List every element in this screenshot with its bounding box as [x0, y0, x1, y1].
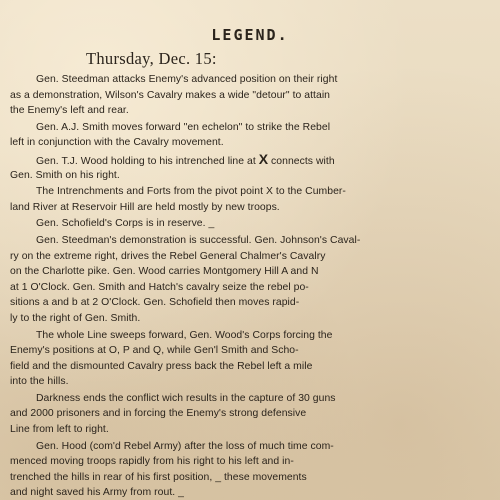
legend-line: [10, 454, 488, 470]
legend-date: Thursday, Dec. 15:: [86, 49, 217, 68]
legend-line: [10, 264, 488, 280]
legend-line: [10, 249, 488, 265]
legend-line: [10, 391, 488, 407]
legend-body: [10, 72, 488, 500]
legend-line: [10, 295, 488, 311]
legend-line: [10, 485, 488, 500]
pivot-point-marker: X: [258, 150, 269, 167]
legend-line-text: land River at Reservoir Hill are held mostly by new troops.: [10, 201, 280, 213]
legend-line-text: trenched the hills in rear of his first position, _ these movements: [10, 471, 307, 483]
legend-line: [10, 200, 488, 216]
legend-line: [10, 72, 488, 88]
legend-line: [10, 374, 488, 390]
legend-line-text: as a demonstration, Wilson's Cavalry makes a wide "detour" to attain: [10, 89, 331, 101]
legend-line-text: menced moving troops rapidly from his right to his left and in-: [10, 456, 294, 468]
legend-line: [10, 470, 488, 486]
legend-line: [10, 120, 488, 136]
legend-line-text: sitions a and b at 2 O'Clock. Gen. Schofield then moves rapid-: [10, 297, 300, 309]
legend-line: [10, 359, 488, 375]
legend-line: [10, 280, 488, 296]
legend-line-text: Enemy's positions at O, P and Q, while Gen'l Smith and Scho-: [10, 345, 299, 357]
legend-line: [10, 233, 488, 249]
legend-line-text: the Enemy's left and rear.: [10, 105, 129, 117]
legend-line: [10, 216, 488, 232]
legend-line-text: Gen. Smith on his right.: [10, 169, 120, 181]
legend-line: [10, 311, 488, 327]
legend-line-continuation: connects with: [268, 155, 335, 167]
legend-line-text: Gen. A.J. Smith moves forward "en echelon" to strike the Rebel: [36, 121, 331, 133]
legend-line-text: Gen. Steedman's demonstration is successful. Gen. Johnson's Caval-: [36, 234, 361, 246]
legend-line: [10, 343, 488, 359]
legend-line-text: on the Charlotte pike. Gen. Wood carries Montgomery Hill A and N: [10, 266, 319, 278]
legend-line-text: Gen. Hood (com'd Rebel Army) after the loss of much time com-: [36, 440, 334, 452]
legend-line-text: Darkness ends the conflict wich results in the capture of 30 guns: [36, 392, 336, 404]
legend-line: [10, 439, 488, 455]
legend-line-text: The Intrenchments and Forts from the pivot point X to the Cumber-: [36, 186, 346, 198]
legend-line: [10, 406, 488, 422]
legend-line-text: into the hills.: [10, 376, 69, 388]
legend-line-text: Gen. Steedman attacks Enemy's advanced position on their right: [36, 74, 338, 85]
legend-line: [10, 168, 488, 184]
legend-line: [10, 422, 488, 438]
legend-line: [10, 135, 488, 151]
legend-line-text: Gen. T.J. Wood holding to his intrenched line at: [36, 155, 256, 167]
legend-line-text: and 2000 prisoners and in forcing the Enemy's strong defensive: [10, 408, 307, 420]
legend-line-text: The whole Line sweeps forward, Gen. Wood's Corps forcing the: [36, 329, 333, 341]
legend-title: LEGEND.: [211, 26, 289, 44]
legend-line-text: at 1 O'Clock. Gen. Smith and Hatch's cavalry seize the rebel po-: [10, 281, 309, 293]
legend-line: [10, 88, 488, 104]
legend-line-text: Gen. Schofield's Corps is in reserve. _: [36, 218, 215, 230]
legend-line: [10, 184, 488, 200]
legend-line-text: ry on the extreme right, drives the Rebel General Chalmer's Cavalry: [10, 250, 326, 262]
legend-line-text: and night saved his Army from rout. _: [10, 487, 184, 499]
legend-line: [10, 152, 488, 168]
legend-line: [10, 328, 488, 344]
legend-line-text: Line from left to right.: [10, 424, 109, 436]
legend-line-text: ly to the right of Gen. Smith.: [10, 312, 141, 324]
legend-line-text: left in conjunction with the Cavalry movement.: [10, 137, 224, 149]
legend-line-text: field and the dismounted Cavalry press back the Rebel left a mile: [10, 360, 313, 372]
legend-line: [10, 103, 488, 119]
